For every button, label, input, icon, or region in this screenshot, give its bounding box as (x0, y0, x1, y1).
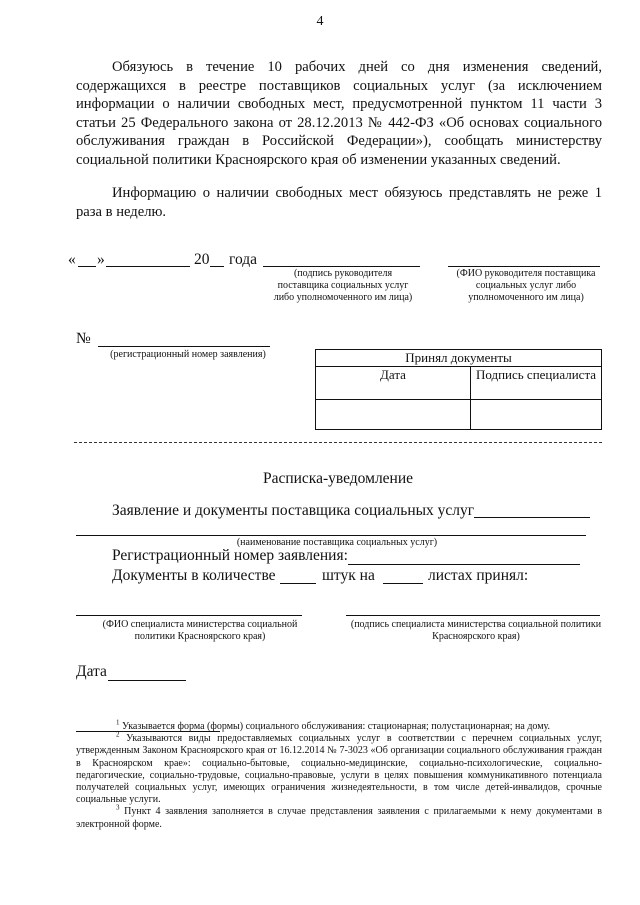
number-sign: № (76, 330, 91, 347)
docs-count-middle: штук на (322, 567, 375, 584)
head-fio-line[interactable] (448, 266, 600, 267)
day-field[interactable] (78, 266, 96, 267)
provider-name-field[interactable] (76, 535, 586, 536)
registration-number-label: Регистрационный номер заявления: (112, 547, 348, 564)
year-prefix: 20 (194, 251, 210, 268)
head-signature-line[interactable] (263, 266, 420, 267)
footnote-3: $^3$ Пункт 4 заявления заполняется в случае представления заявления с прилагаемыми к нему документами в электронной форме. (76, 804, 602, 830)
docs-count-field[interactable] (280, 583, 316, 584)
free-places-paragraph: Информацию о наличии свободных мест обязуюсь представлять не реже 1 раза в неделю. (76, 185, 602, 220)
receipt-registration-number-field[interactable] (348, 564, 580, 565)
docs-count-prefix: Документы в количестве (112, 567, 276, 584)
date-quote-open: « (68, 251, 76, 268)
date-quote-close: » (97, 251, 105, 268)
table-cell-date[interactable] (316, 400, 471, 430)
provider-name-caption: (наименование поставщика социальных услуг) (236, 537, 438, 548)
table-header: Принял документы (316, 350, 602, 367)
specialist-signature-line[interactable] (346, 615, 600, 616)
cut-line (74, 442, 602, 443)
receipt-statement: Заявление и документы поставщика социальных услуг (112, 502, 475, 519)
footnotes (76, 718, 602, 831)
registration-number-field[interactable] (98, 346, 270, 347)
receipt-date-field[interactable] (108, 680, 186, 681)
specialist-fio-line[interactable] (76, 615, 302, 616)
obligation-paragraph: Обязуюсь в течение 10 рабочих дней со дня изменения сведений, содержащихся в реестре поставщиков социальных услуг (за исключением информации о наличии свободных мест, предусмотренной пунктом 11 части 3 статьи 25 Федерального закона от 28.12.2013 № 442-ФЗ «Об основах социального обслуживания граждан в Российской Федерации»), сообщать министерству социальной политики Красноярского края об изменении указанных сведений. (76, 59, 602, 168)
sheets-count-field[interactable] (383, 583, 423, 584)
registration-number-caption: (регистрационный номер заявления) (110, 349, 266, 360)
docs-count-suffix: листах принял: (428, 567, 529, 584)
month-field[interactable] (106, 266, 190, 267)
page-number: 4 (316, 14, 324, 29)
head-fio-caption: (ФИО руководителя поставщика социальных услуг либо уполномоченного им лица) (456, 268, 596, 303)
table-cell-sign[interactable] (471, 400, 602, 430)
specialist-fio-caption: (ФИО специалиста министерства социальной политики Красноярского края) (102, 619, 298, 642)
specialist-signature-caption: (подпись специалиста министерства социальной политики Красноярского края) (350, 619, 602, 642)
receipt-title: Расписка-уведомление (262, 470, 414, 487)
year-field[interactable] (210, 266, 224, 267)
table-col-date: Дата (316, 367, 471, 400)
provider-short-field[interactable] (474, 517, 590, 518)
head-signature-caption: (подпись руководителя поставщика социальных услуг либо уполномоченного им лица) (273, 268, 413, 303)
table-col-sign: Подпись специалиста (471, 367, 602, 400)
documents-received-table (315, 349, 602, 430)
footnote-1: $^1$ Указывается форма (формы) социального обслуживания: стационарная; полустационарная; на дому. (116, 718, 551, 732)
year-word: года (229, 251, 258, 268)
date-label: Дата (76, 663, 107, 680)
footnote-2: $^2$ Указываются виды предоставляемых социальных услуг в соответствии с перечнем социальных услуг, утвержденным Законом Красноярского края от 16.12.2014 № 7-3023 «Об организации социального обслуживания граждан в Красноярском крае»: социально-бытовые, социально-медицинские, социально-психологические, социально-педагогические, социально-трудовые, социально-правовые, услуги в целях повышения коммуникативного потенциала получателей социальных услуг, имеющих ограничения жизнедеятельности, в том числе детей-инвалидов, срочные социальные услуги. (76, 730, 602, 806)
